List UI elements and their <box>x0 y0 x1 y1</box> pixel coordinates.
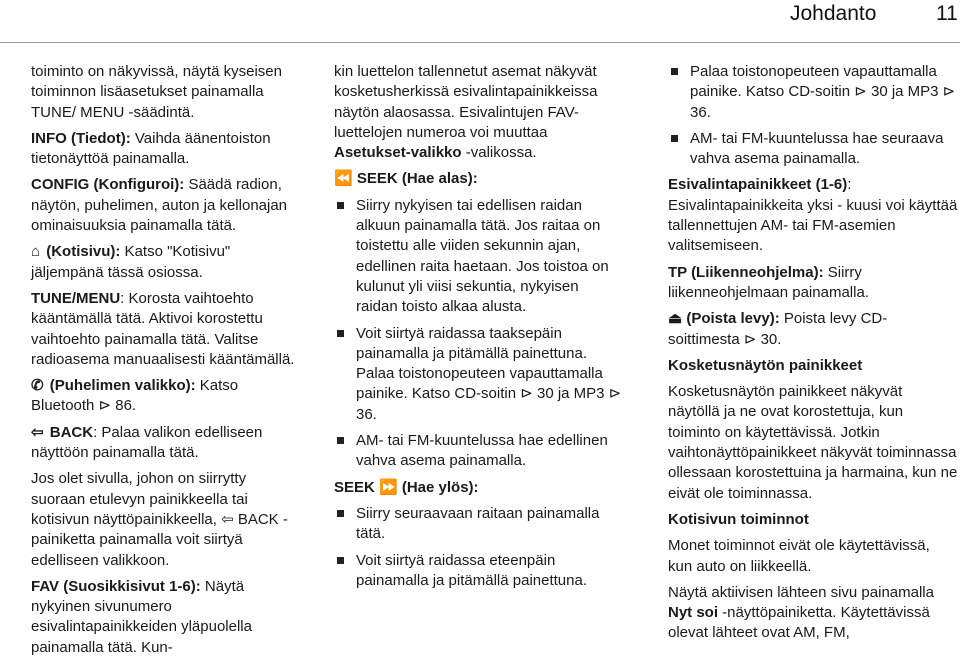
paragraph-config <box>31 175 299 236</box>
term: BACK <box>45 423 94 441</box>
term: Esivalintapainikkeet (1-6) <box>668 176 848 194</box>
section-title: Johdanto <box>790 2 877 25</box>
paragraph-presets <box>668 175 958 256</box>
text-run: kin luettelon tallennetut asemat näkyvät kosketusherkissä esivalintapainikkeissa näytön alaosassa. Esivalintujen FAV-luettelojen numeroa voi muuttaa <box>334 63 598 141</box>
touch-buttons-heading: Kosketusnäytön painikkeet <box>668 356 863 374</box>
text-run: -näyttöpainiketta. Käytettävissä olevat lähteet ovat AM, FM, <box>668 604 930 642</box>
paragraph: Monet toiminnot eivät ole käytettävissä, kun auto on liikkeellä. <box>668 537 930 575</box>
description: : Palaa valikon edelliseen näyttöön painamalla tätä. <box>31 423 263 462</box>
bullet-item: Voit siirtyä raidassa taaksepäin painamalla ja pitämällä painettuna. Palaa toistonopeuteen vapauttamalla painike. Katso CD-soitin ⊳ 30 ja MP3 ⊳ 36. <box>334 324 624 425</box>
term: FAV (Suosikkisivut 1-6): <box>31 577 201 595</box>
column-3 <box>668 62 958 650</box>
description: Säädä radion, näytön, puhelimen, auton ja kellonajan ominaisuuksia painamalla tätä. <box>31 176 288 235</box>
back-arrow-icon: ⇦ <box>31 423 44 441</box>
term: (Kotisivu): <box>42 243 121 261</box>
term: (Puhelimen valikko): <box>45 377 196 395</box>
paragraph <box>668 583 958 644</box>
button-term: Nyt soi <box>668 604 719 622</box>
paragraph-phone <box>31 376 299 417</box>
paragraph: Jos olet sivulla, johon on siirrytty suoraan etulevyn painikkeella tai kotisivun näyttöpainikkeella, ⇦ BACK -painiketta painamalla voit siirtyä edelliseen valikkoon. <box>31 470 288 569</box>
paragraph-tune-menu <box>31 289 299 370</box>
bullet-item: Siirry seuraavaan raitaan painamalla tätä. <box>334 504 624 545</box>
paragraph: Kosketusnäytön painikkeet näkyvät näytöllä ja ne ovat korostettuja, kun toiminto on käytettävissä. Jotkin vaihtonäyttöpainikkeet näkyvät toiminnassa ollessaan korostettuina ja harmaina, kun ne eivät ole toiminnassa. <box>668 383 958 502</box>
menu-term: Asetukset-valikko <box>334 144 462 162</box>
bullet-item: Palaa toistonopeuteen vapauttamalla painike. Katso CD-soitin ⊳ 30 ja MP3 ⊳ 36. <box>668 62 958 123</box>
term: TP (Liikenneohjelma): <box>668 263 824 281</box>
description: Poista levy CD-soittimesta ⊳ 30. <box>668 310 888 348</box>
seek-up-heading: SEEK ⏩ (Hae ylös): <box>334 478 479 496</box>
term: INFO (Tiedot): <box>31 129 131 147</box>
paragraph <box>334 62 624 163</box>
page-number: 11 <box>936 2 958 25</box>
term: TUNE/MENU <box>31 289 121 307</box>
description: Näytä nykyinen sivunumero esivalintapainikkeiden yläpuolella painamalla tätä. Kun- <box>31 577 252 656</box>
paragraph: toiminto on näkyvissä, näytä kyseisen toiminnon lisäasetukset painamalla TUNE/ MENU -säädintä. <box>31 63 282 121</box>
description: Vaihda äänentoiston tietonäyttöä painamalla. <box>31 129 271 168</box>
header-rule <box>0 42 960 43</box>
description: Katso "Kotisivu" jäljempänä tässä osiossa. <box>31 243 231 281</box>
paragraph-info <box>31 129 299 170</box>
term: ⏏ (Poista levy): <box>668 310 780 328</box>
home-functions-heading: Kotisivun toiminnot <box>668 510 809 528</box>
page-header <box>0 0 960 44</box>
seek-down-heading: ⏪ SEEK (Hae alas): <box>334 170 478 188</box>
description: : Esivalintapainikkeita yksi - kuusi voi käyttää tallennettujen AM- tai FM-asemien valitsemiseen. <box>668 176 958 255</box>
bullet-item: Voit siirtyä raidassa eteenpäin painamalla ja pitämällä painettuna. <box>334 551 624 592</box>
term: CONFIG (Konfiguroi): <box>31 176 185 194</box>
text-run: Näytä aktiivisen lähteen sivu painamalla <box>668 583 934 601</box>
description: Katso Bluetooth ⊳ 86. <box>31 377 239 415</box>
home-icon: ⌂ <box>31 243 41 261</box>
paragraph-home <box>31 242 299 283</box>
phone-icon: ✆ <box>31 377 44 395</box>
column-2 <box>334 62 624 597</box>
paragraph-tp <box>668 263 958 304</box>
description: Siirry liikenneohjelmaan painamalla. <box>668 263 869 301</box>
bullet-item: AM- tai FM-kuuntelussa hae edellinen vahva asema painamalla. <box>334 431 624 472</box>
paragraph-eject <box>668 309 958 350</box>
bullet-item: Siirry nykyisen tai edellisen raidan alkuun painamalla tätä. Jos raitaa on toistettu alle viiden sekunnin ajan, edellinen raita haetaan. Jos toistoa on kulunut yli viisi sekuntia, nykyisen raidan toisto alkaa alusta. <box>334 196 624 318</box>
text-run: -valikossa. <box>461 144 537 162</box>
column-1 <box>31 62 299 664</box>
paragraph-fav <box>31 577 299 658</box>
paragraph-back <box>31 423 299 464</box>
description: : Korosta vaihtoehto kääntämällä tätä. Aktivoi korostettu vaihtoehto painamalla tätä. Valitse radioasema manuaalisesti kääntämällä. <box>31 289 295 368</box>
bullet-item: AM- tai FM-kuuntelussa hae seuraava vahva asema painamalla. <box>668 129 958 170</box>
